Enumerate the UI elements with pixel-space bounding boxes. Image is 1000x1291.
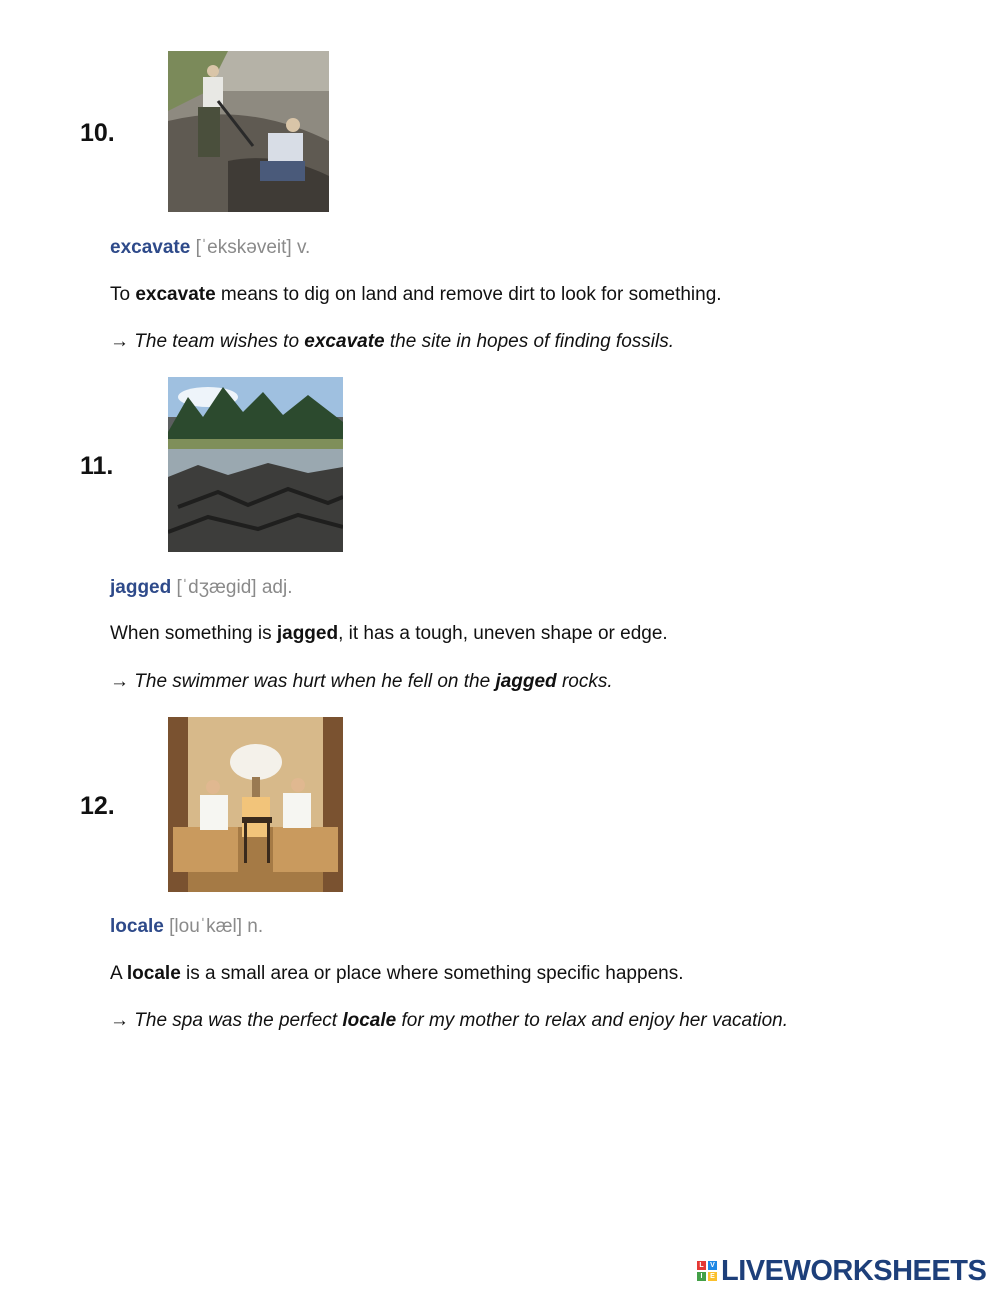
headword-line: [110, 237, 310, 259]
definition: To excavate means to dig on land and remove dirt to look for something.: [110, 284, 722, 305]
headword: excavate: [110, 237, 191, 258]
logo-mark-icon: [697, 1261, 717, 1281]
entry-number: 11.: [80, 452, 114, 480]
entry-number: 12.: [80, 792, 115, 820]
liveworksheets-logo: [697, 1253, 986, 1289]
headword-line: [110, 577, 292, 599]
pronunciation: [louˈkæl] n.: [169, 916, 264, 937]
jagged-rocks-photo-icon: [168, 377, 343, 552]
example-sentence: → The team wishes to excavate the site in hopes of finding fossils.: [110, 331, 674, 352]
example-keyword: excavate: [304, 331, 385, 352]
definition-keyword: jagged: [276, 623, 339, 644]
logo-mark-letter: V: [708, 1261, 717, 1270]
headword: jagged: [110, 577, 172, 598]
example-sentence: → The spa was the perfect locale for my mother to relax and enjoy her vacation.: [110, 1010, 789, 1031]
spa-photo-icon: [168, 717, 343, 892]
logo-mark-letter: I: [697, 1272, 706, 1281]
definition: When something is jagged, it has a tough, uneven shape or edge.: [110, 623, 668, 644]
pronunciation: [ˈekskəveit] v.: [195, 237, 311, 258]
logo-brand-text: LIVEWORKSHEETS: [721, 1254, 987, 1287]
entry-number: 10.: [80, 119, 115, 147]
headword-line: [110, 916, 263, 938]
excavation-photo-icon: [168, 51, 329, 212]
example-keyword: jagged: [495, 671, 557, 692]
logo-mark-letter: E: [708, 1272, 717, 1281]
definition-keyword: excavate: [135, 284, 216, 305]
logo-mark-letter: L: [697, 1261, 706, 1270]
example-keyword: locale: [342, 1010, 397, 1031]
headword: locale: [110, 916, 164, 937]
example-sentence: → The swimmer was hurt when he fell on the jagged rocks.: [110, 671, 613, 692]
pronunciation: [ˈdʒægid] adj.: [176, 577, 293, 598]
definition: A locale is a small area or place where something specific happens.: [110, 963, 684, 984]
definition-keyword: locale: [126, 963, 181, 984]
